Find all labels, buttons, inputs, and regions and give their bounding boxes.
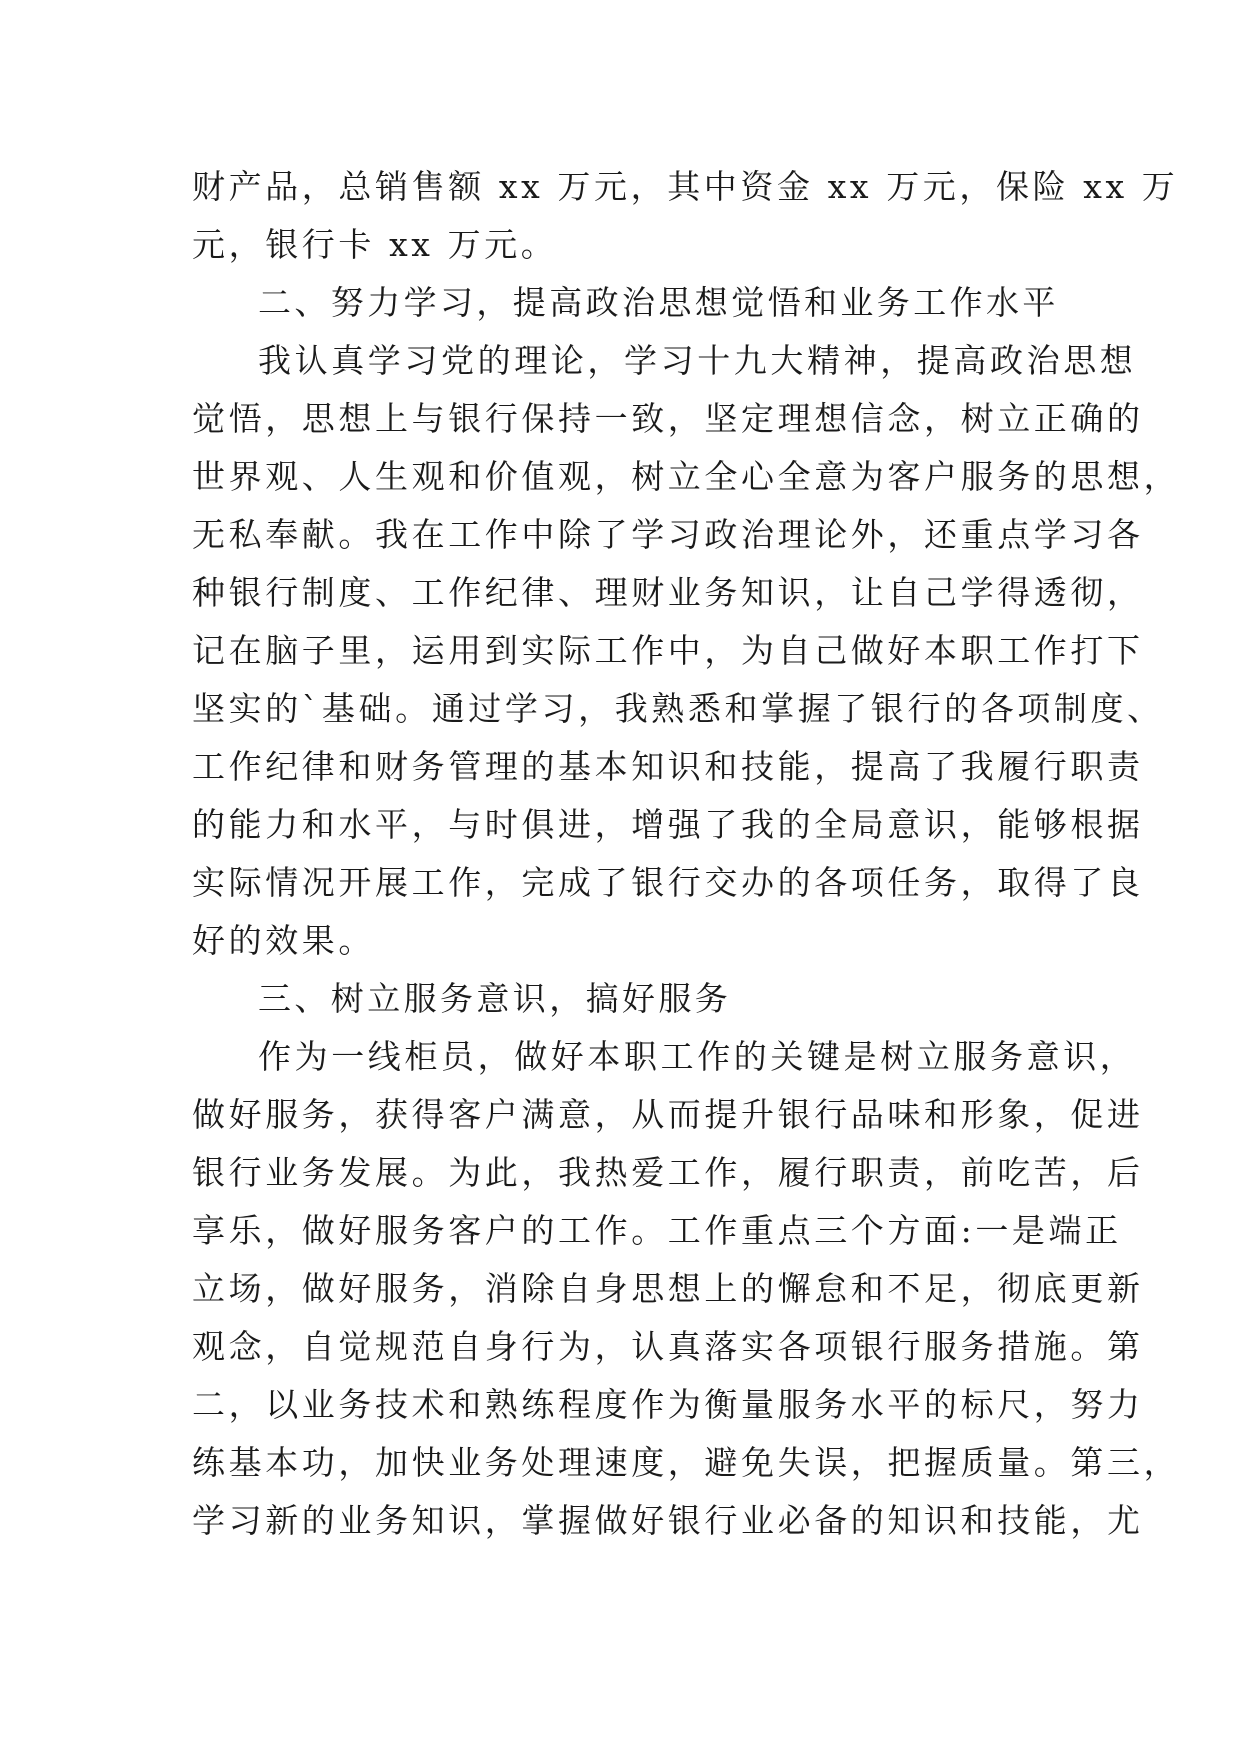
text-line: 坚实的`基础。通过学习，我熟悉和掌握了银行的各项制度、 bbox=[192, 689, 1164, 728]
text-line: 观念，自觉规范自身行为，认真落实各项银行服务措施。第 bbox=[192, 1327, 1144, 1366]
text-line: 好的效果。 bbox=[192, 921, 375, 960]
text-line: 工作纪律和财务管理的基本知识和技能，提高了我履行职责 bbox=[192, 747, 1144, 786]
section-heading-3: 三、树立服务意识，搞好服务 bbox=[258, 979, 732, 1018]
text-line: 做好服务，获得客户满意，从而提升银行品味和形象，促进 bbox=[192, 1095, 1144, 1134]
text-line: 的能力和水平，与时俱进，增强了我的全局意识，能够根据 bbox=[192, 805, 1144, 844]
paragraph-first-line: 我认真学习党的理论，学习十九大精神，提高政治思想 bbox=[258, 341, 1137, 380]
paragraph-first-line: 作为一线柜员，做好本职工作的关键是树立服务意识， bbox=[258, 1037, 1137, 1076]
section-heading-2: 二、努力学习，提高政治思想觉悟和业务工作水平 bbox=[258, 283, 1059, 322]
text-line: 元，银行卡 xx 万元。 bbox=[192, 225, 558, 264]
text-line: 无私奉献。我在工作中除了学习政治理论外，还重点学习各 bbox=[192, 515, 1144, 554]
text-line: 种银行制度、工作纪律、理财业务知识，让自己学得透彻， bbox=[192, 573, 1144, 612]
text-line: 银行业务发展。为此，我热爱工作，履行职责，前吃苦，后 bbox=[192, 1153, 1144, 1192]
text-line: 练基本功，加快业务处理速度，避免失误，把握质量。第三， bbox=[192, 1443, 1181, 1482]
text-line: 世界观、人生观和价值观，树立全心全意为客户服务的思想， bbox=[192, 457, 1181, 496]
text-line: 享乐，做好服务客户的工作。工作重点三个方面:一是端正 bbox=[192, 1211, 1122, 1250]
text-line: 觉悟，思想上与银行保持一致，坚定理想信念，树立正确的 bbox=[192, 399, 1144, 438]
text-line: 记在脑子里，运用到实际工作中，为自己做好本职工作打下 bbox=[192, 631, 1144, 670]
text-line: 财产品，总销售额 xx 万元，其中资金 xx 万元，保险 xx 万 bbox=[192, 167, 1179, 206]
text-line: 学习新的业务知识，掌握做好银行业必备的知识和技能，尤 bbox=[192, 1501, 1144, 1540]
text-line: 立场，做好服务，消除自身思想上的懈怠和不足，彻底更新 bbox=[192, 1269, 1144, 1308]
text-line: 实际情况开展工作，完成了银行交办的各项任务，取得了良 bbox=[192, 863, 1144, 902]
text-line: 二，以业务技术和熟练程度作为衡量服务水平的标尺，努力 bbox=[192, 1385, 1144, 1424]
